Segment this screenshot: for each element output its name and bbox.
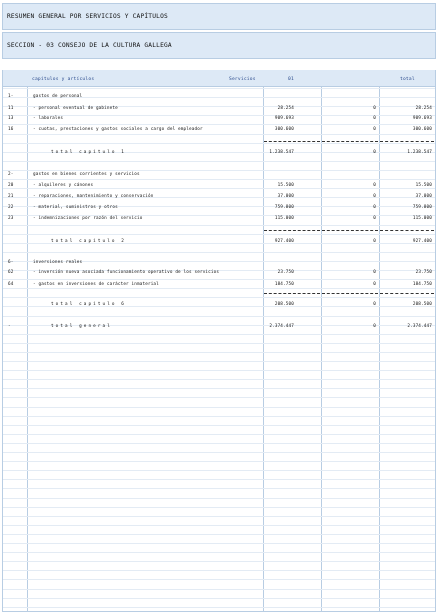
row-divider [3,525,435,526]
total-row [2,237,436,246]
row-description: total general [51,324,112,329]
table-row [2,268,436,277]
row-code: 6- [8,260,14,265]
row-value-service-01: 15.500 [277,183,294,188]
row-divider [3,397,435,398]
row-divider [3,343,435,344]
row-description: - laborales [33,116,64,121]
row-divider [3,561,435,562]
row-divider [3,143,435,144]
row-code: 21 [8,194,14,199]
row-value-total: 23.750 [415,270,432,275]
table-row [2,214,436,223]
table-row [2,280,436,289]
row-divider [3,225,435,226]
row-divider [3,252,435,253]
row-divider [3,361,435,362]
table-row [2,114,436,123]
row-description: gastos en bienes corrientes y servicios [33,172,140,177]
row-code: 23 [8,216,14,221]
row-divider [3,552,435,553]
total-row [2,300,436,309]
row-value-service-01: 28.254 [277,106,294,111]
row-divider [3,434,435,435]
row-code: 11 [8,106,14,111]
row-divider [3,161,435,162]
subtotal-dashed-line [322,230,378,231]
row-divider [3,598,435,599]
row-divider [3,479,435,480]
row-value-service-02: 0 [373,302,376,307]
row-value-service-02: 0 [373,239,376,244]
row-value-total: 115.000 [412,216,432,221]
row-divider [3,379,435,380]
row-value-service-02: 0 [373,282,376,287]
row-value-service-02: 0 [373,116,376,121]
row-value-total: 2.374.447 [407,324,432,329]
table-row [2,92,436,101]
row-value-service-01: 115.000 [274,216,294,221]
section-title-text: SECCION - 03 CONSEJO DE LA CULTURA GALLEGA [7,42,172,49]
table-row [2,258,436,267]
row-code: 64 [8,282,14,287]
row-description: - cuotas, prestaciones y gastos sociales a cargo del empleador [33,127,203,132]
row-value-service-02: 0 [373,150,376,155]
row-divider [3,425,435,426]
row-divider [3,488,435,489]
row-divider [3,352,435,353]
row-divider [3,507,435,508]
row-divider [3,370,435,371]
row-value-service-01: 759.800 [274,205,294,210]
total-row [2,148,436,157]
row-divider [3,316,435,317]
row-divider [3,516,435,517]
row-description: total capítulo 1 [51,150,126,155]
row-divider [3,407,435,408]
row-code: 16 [8,127,14,132]
row-value-total: 15.500 [415,183,432,188]
table-row [2,104,436,113]
row-code: 22 [8,205,14,210]
row-code: 1- [8,94,14,99]
row-divider [3,452,435,453]
row-divider [3,470,435,471]
row-value-service-02: 0 [373,270,376,275]
row-value-service-02: 0 [373,216,376,221]
row-description: gastos de personal [33,94,83,99]
row-value-total: 208.500 [412,302,432,307]
table-row [2,192,436,201]
table-row [2,181,436,190]
table-row [2,125,436,134]
header-service-01: 01 [288,77,294,82]
row-value-total: 300.600 [412,127,432,132]
subtotal-dashed-line [380,230,434,231]
row-description: - material, suministros y otros [33,205,118,210]
row-value-service-02: 0 [373,183,376,188]
row-code: 20 [8,183,14,188]
table-row [2,170,436,179]
header-total: total [400,77,415,82]
total-row [2,322,436,331]
row-value-service-01: 37.000 [277,194,294,199]
row-divider [3,334,435,335]
row-divider [3,570,435,571]
subtotal-dashed-line [264,230,320,231]
row-divider [3,179,435,180]
row-value-total: 37.000 [415,194,432,199]
subtotal-dashed-line [322,293,378,294]
row-value-total: 184.750 [412,282,432,287]
row-value-service-01: 927.400 [274,239,294,244]
report-title-text: RESUMEN GENERAL POR SERVICIOS Y CAPÍTULOS [7,13,168,20]
row-description: - alquileres y cánones [33,183,94,188]
report-title [2,3,436,30]
row-value-service-01: 184.750 [274,282,294,287]
row-value-service-01: 1.238.547 [269,150,294,155]
row-value-service-02: 0 [373,194,376,199]
row-value-service-01: 909.693 [274,116,294,121]
row-code: 13 [8,116,14,121]
row-divider [3,443,435,444]
row-divider [3,234,435,235]
row-value-total: 909.693 [412,116,432,121]
row-description: - reparaciones, mantenimiento y conservación [33,194,154,199]
subtotal-dashed-line [380,141,434,142]
row-value-service-02: 0 [373,205,376,210]
header-servicios: Servicios [229,77,256,82]
row-divider [3,416,435,417]
row-description: total capítulo 2 [51,239,126,244]
row-value-service-01: 208.500 [274,302,294,307]
row-value-service-02: 0 [373,127,376,132]
row-divider [3,607,435,608]
row-description: total capítulo 6 [51,302,126,307]
row-description: - inversión nueva asociada funcionamiento operativo de los servicios [33,270,220,275]
row-divider [3,589,435,590]
row-divider [3,388,435,389]
row-divider [3,543,435,544]
row-description: inversiones reales [33,260,83,265]
subtotal-dashed-line [264,293,320,294]
row-divider [3,534,435,535]
row-value-total: 759.800 [412,205,432,210]
row-description: - indemnizaciones por razón del servicio [33,216,143,221]
table-row [2,203,436,212]
row-code: 62 [8,270,14,275]
row-value-service-02: 0 [373,324,376,329]
row-divider [3,579,435,580]
row-value-service-02: 0 [373,106,376,111]
row-value-service-01: 2.374.447 [269,324,294,329]
row-code: 2- [8,172,14,177]
row-description: - personal eventual de gabinete [33,106,118,111]
header-capitulos: capítulos y artículos [32,77,95,82]
row-value-service-01: 300.600 [274,127,294,132]
subtotal-dashed-line [264,141,320,142]
row-value-service-01: 23.750 [277,270,294,275]
row-divider [3,461,435,462]
section-title [2,32,436,59]
subtotal-dashed-line [322,141,378,142]
row-value-total: 927.400 [412,239,432,244]
row-code: - [8,324,11,329]
row-divider [3,498,435,499]
subtotal-dashed-line [380,293,434,294]
row-description: - gastos en inversiones de carácter inmaterial [33,282,159,287]
row-divider [3,297,435,298]
row-value-total: 28.254 [415,106,432,111]
row-value-total: 1.238.547 [407,150,432,155]
row-divider [3,88,435,89]
